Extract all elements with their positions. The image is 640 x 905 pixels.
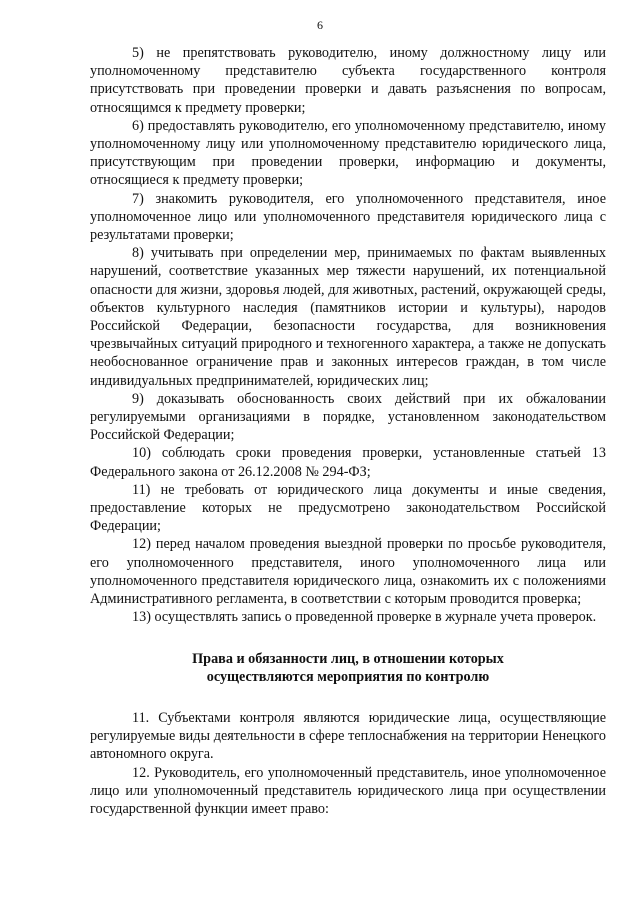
list-item-7: 7) знакомить руководителя, его уполномоченного представителя, иное уполномоченное лицо или уполномоченного представителя юридического лица с результатами проверки; xyxy=(90,190,606,244)
clause-12: 12. Руководитель, его уполномоченный представитель, иное уполномоченное лицо или уполномоченный представитель юридического лица при осуществлении государственной функции имеет право: xyxy=(90,764,606,817)
clause-11: 11. Субъектами контроля являются юридические лица, осуществляющие регулируемые виды деятельности в сфере теплоснабжения на территории Ненецкого автономного округа. xyxy=(90,709,606,763)
list-item-10: 10) соблюдать сроки проведения проверки, установленные статьей 13 Федерального закона от 26.12.2008 № 294-ФЗ; xyxy=(90,445,606,480)
list-item-6: 6) предоставлять руководителю, его уполномоченному представителю, иному уполномоченному лицу или уполномоченному представителю юридического лица, присутствующим при проведении проверки, информацию и документы, относящиеся к предмету проверки; xyxy=(90,117,606,189)
list-item-8: 8) учитывать при определении мер, принимаемых по фактам выявленных нарушений, соответствие указанных мер тяжести нарушений, их потенциальной опасности для жизни, здоровья людей, для животных, растений, окружающей среды, объектов культурного наследия (памятников истории и культуры), народов Российской Федерации, безопасности государства, для возникновения чрезвычайных ситуаций природного и техногенного характера, а также не допускать необоснованное ограничение прав и законных интересов граждан, в том числе индивидуальных предпринимателей, юридических лиц; xyxy=(90,245,606,389)
list-item-11: 11) не требовать от юридического лица документы и иные сведения, предоставление которых не предусмотрено законодательством Российской Федерации; xyxy=(90,481,606,535)
list-item-5: 5) не препятствовать руководителю, иному должностному лицу или уполномоченному представителю субъекта государственного контроля присутствовать при проведении проверки и давать разъяснения по вопросам, относящимся к предмету проверки; xyxy=(90,45,606,116)
section-heading-line-1: Права и обязанности лиц, в отношении которых xyxy=(192,650,504,667)
section-heading-line-2: осуществляются мероприятия по контролю xyxy=(206,668,490,685)
list-item-9: 9) доказывать обоснованность своих действий при их обжаловании регулируемыми организациями в порядке, установленном законодательством Российской Федерации; xyxy=(90,390,606,444)
spacer xyxy=(90,686,606,709)
spacer xyxy=(90,627,606,650)
list-item-12: 12) перед началом проведения выездной проверки по просьбе руководителя, его уполномоченного представителя, иного уполномоченного лица или уполномоченного представителя юридического лица, ознакомить их с положениями Административного регламента, в соответствии с которым проводится проверка; xyxy=(90,536,606,608)
page-number: 6 xyxy=(317,18,323,32)
page-content xyxy=(90,44,606,818)
list-item-13: 13) осуществлять запись о проведенной проверке в журнале учета проверок. xyxy=(132,609,597,626)
